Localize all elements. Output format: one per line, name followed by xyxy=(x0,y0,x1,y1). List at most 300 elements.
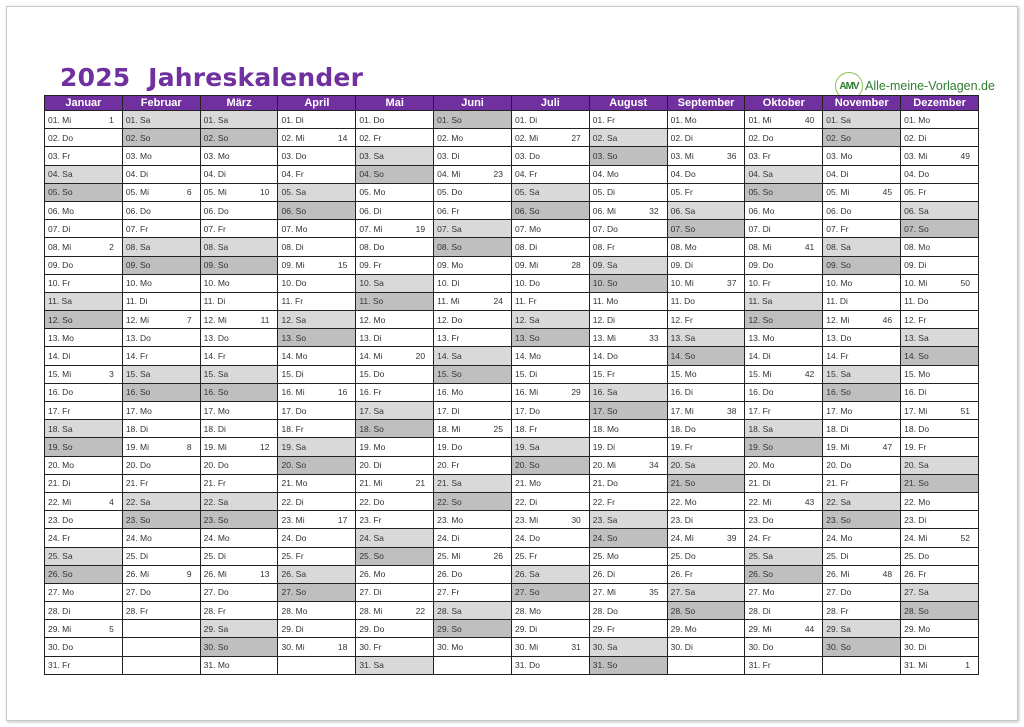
day-cell[interactable] xyxy=(45,347,123,365)
day-cell[interactable] xyxy=(434,529,512,547)
day-cell[interactable] xyxy=(667,256,745,274)
day-cell[interactable] xyxy=(511,183,589,201)
day-cell[interactable] xyxy=(434,602,512,620)
day-cell[interactable] xyxy=(901,565,979,583)
day-cell[interactable] xyxy=(200,220,278,238)
day-cell[interactable] xyxy=(278,292,356,310)
day-cell[interactable] xyxy=(823,402,901,420)
day-cell[interactable] xyxy=(122,602,200,620)
day-cell[interactable] xyxy=(823,147,901,165)
day-cell[interactable] xyxy=(511,511,589,529)
day-cell[interactable] xyxy=(45,220,123,238)
day-cell[interactable] xyxy=(122,292,200,310)
day-cell[interactable] xyxy=(901,638,979,656)
day-cell[interactable] xyxy=(589,365,667,383)
day-cell[interactable] xyxy=(45,583,123,601)
day-cell[interactable] xyxy=(511,220,589,238)
day-cell[interactable] xyxy=(45,111,123,129)
day-cell[interactable] xyxy=(589,474,667,492)
day-cell[interactable] xyxy=(434,129,512,147)
day-cell[interactable] xyxy=(901,547,979,565)
day-cell[interactable] xyxy=(434,165,512,183)
day-cell[interactable] xyxy=(45,402,123,420)
day-cell[interactable] xyxy=(823,311,901,329)
day-cell[interactable] xyxy=(589,547,667,565)
day-cell[interactable] xyxy=(589,329,667,347)
day-cell[interactable] xyxy=(745,420,823,438)
day-cell[interactable] xyxy=(667,383,745,401)
day-cell[interactable] xyxy=(45,274,123,292)
day-cell[interactable] xyxy=(356,129,434,147)
day-cell[interactable] xyxy=(901,201,979,219)
day-cell[interactable] xyxy=(356,474,434,492)
day-cell[interactable] xyxy=(278,311,356,329)
day-cell[interactable] xyxy=(589,602,667,620)
day-cell[interactable] xyxy=(278,165,356,183)
day-cell[interactable] xyxy=(434,420,512,438)
day-cell[interactable] xyxy=(823,420,901,438)
day-cell[interactable] xyxy=(667,347,745,365)
day-cell[interactable] xyxy=(200,602,278,620)
day-cell[interactable] xyxy=(823,183,901,201)
day-cell[interactable] xyxy=(356,602,434,620)
day-cell[interactable] xyxy=(122,583,200,601)
day-cell[interactable] xyxy=(45,474,123,492)
day-cell[interactable] xyxy=(823,474,901,492)
day-cell[interactable] xyxy=(511,602,589,620)
day-cell[interactable] xyxy=(278,238,356,256)
day-cell[interactable] xyxy=(45,620,123,638)
day-cell[interactable] xyxy=(434,274,512,292)
day-cell[interactable] xyxy=(200,620,278,638)
day-cell[interactable] xyxy=(823,129,901,147)
day-cell[interactable] xyxy=(356,292,434,310)
day-cell[interactable] xyxy=(122,165,200,183)
day-cell[interactable] xyxy=(278,565,356,583)
day-cell[interactable] xyxy=(356,311,434,329)
day-cell[interactable] xyxy=(200,329,278,347)
day-cell[interactable] xyxy=(356,147,434,165)
day-cell[interactable] xyxy=(434,383,512,401)
day-cell[interactable] xyxy=(200,547,278,565)
day-cell[interactable] xyxy=(200,129,278,147)
day-cell[interactable] xyxy=(511,474,589,492)
day-cell[interactable] xyxy=(511,547,589,565)
day-cell[interactable] xyxy=(589,111,667,129)
day-cell[interactable] xyxy=(745,565,823,583)
day-cell[interactable] xyxy=(667,183,745,201)
day-cell[interactable] xyxy=(200,183,278,201)
day-cell[interactable] xyxy=(200,111,278,129)
day-cell[interactable] xyxy=(278,220,356,238)
day-cell[interactable] xyxy=(745,311,823,329)
day-cell[interactable] xyxy=(356,456,434,474)
day-cell[interactable] xyxy=(667,511,745,529)
day-cell[interactable] xyxy=(511,383,589,401)
day-cell[interactable] xyxy=(356,529,434,547)
day-cell[interactable] xyxy=(45,492,123,510)
day-cell[interactable] xyxy=(122,492,200,510)
day-cell[interactable] xyxy=(200,565,278,583)
day-cell[interactable] xyxy=(278,256,356,274)
day-cell[interactable] xyxy=(589,347,667,365)
day-cell[interactable] xyxy=(122,201,200,219)
day-cell[interactable] xyxy=(901,511,979,529)
day-cell[interactable] xyxy=(511,620,589,638)
day-cell[interactable] xyxy=(901,292,979,310)
day-cell[interactable] xyxy=(200,238,278,256)
day-cell[interactable] xyxy=(511,129,589,147)
day-cell[interactable] xyxy=(356,583,434,601)
day-cell[interactable] xyxy=(823,547,901,565)
day-cell[interactable] xyxy=(745,347,823,365)
day-cell[interactable] xyxy=(511,256,589,274)
day-cell[interactable] xyxy=(356,438,434,456)
day-cell[interactable] xyxy=(745,274,823,292)
day-cell[interactable] xyxy=(200,383,278,401)
day-cell[interactable] xyxy=(434,147,512,165)
day-cell[interactable] xyxy=(356,420,434,438)
day-cell[interactable] xyxy=(745,201,823,219)
day-cell[interactable] xyxy=(589,238,667,256)
day-cell[interactable] xyxy=(511,420,589,438)
day-cell[interactable] xyxy=(278,201,356,219)
day-cell[interactable] xyxy=(434,620,512,638)
day-cell[interactable] xyxy=(278,147,356,165)
day-cell[interactable] xyxy=(667,329,745,347)
day-cell[interactable] xyxy=(278,547,356,565)
day-cell[interactable] xyxy=(901,656,979,674)
day-cell[interactable] xyxy=(434,492,512,510)
day-cell[interactable] xyxy=(901,220,979,238)
day-cell[interactable] xyxy=(434,456,512,474)
day-cell[interactable] xyxy=(745,511,823,529)
day-cell[interactable] xyxy=(667,438,745,456)
day-cell[interactable] xyxy=(200,492,278,510)
day-cell[interactable] xyxy=(667,365,745,383)
day-cell[interactable] xyxy=(434,547,512,565)
day-cell[interactable] xyxy=(823,292,901,310)
day-cell[interactable] xyxy=(589,492,667,510)
day-cell[interactable] xyxy=(823,238,901,256)
day-cell[interactable] xyxy=(589,456,667,474)
day-cell[interactable] xyxy=(45,147,123,165)
day-cell[interactable] xyxy=(667,292,745,310)
day-cell[interactable] xyxy=(823,383,901,401)
day-cell[interactable] xyxy=(745,220,823,238)
day-cell[interactable] xyxy=(434,201,512,219)
day-cell[interactable] xyxy=(667,238,745,256)
day-cell[interactable] xyxy=(901,602,979,620)
day-cell[interactable] xyxy=(356,565,434,583)
day-cell[interactable] xyxy=(511,656,589,674)
day-cell[interactable] xyxy=(122,238,200,256)
day-cell[interactable] xyxy=(589,420,667,438)
day-cell[interactable] xyxy=(589,183,667,201)
day-cell[interactable] xyxy=(356,220,434,238)
day-cell[interactable] xyxy=(589,529,667,547)
day-cell[interactable] xyxy=(901,438,979,456)
day-cell[interactable] xyxy=(122,456,200,474)
day-cell[interactable] xyxy=(901,383,979,401)
day-cell[interactable] xyxy=(823,365,901,383)
day-cell[interactable] xyxy=(823,565,901,583)
day-cell[interactable] xyxy=(200,365,278,383)
day-cell[interactable] xyxy=(122,529,200,547)
day-cell[interactable] xyxy=(667,165,745,183)
day-cell[interactable] xyxy=(45,529,123,547)
day-cell[interactable] xyxy=(901,365,979,383)
day-cell[interactable] xyxy=(823,602,901,620)
day-cell[interactable] xyxy=(356,402,434,420)
day-cell[interactable] xyxy=(745,147,823,165)
day-cell[interactable] xyxy=(901,474,979,492)
day-cell[interactable] xyxy=(434,220,512,238)
day-cell[interactable] xyxy=(901,529,979,547)
day-cell[interactable] xyxy=(745,492,823,510)
day-cell[interactable] xyxy=(122,129,200,147)
day-cell[interactable] xyxy=(122,256,200,274)
day-cell[interactable] xyxy=(901,311,979,329)
day-cell[interactable] xyxy=(511,238,589,256)
day-cell[interactable] xyxy=(434,111,512,129)
day-cell[interactable] xyxy=(45,329,123,347)
day-cell[interactable] xyxy=(278,402,356,420)
day-cell[interactable] xyxy=(511,292,589,310)
day-cell[interactable] xyxy=(745,165,823,183)
day-cell[interactable] xyxy=(589,511,667,529)
day-cell[interactable] xyxy=(434,565,512,583)
day-cell[interactable] xyxy=(200,274,278,292)
day-cell[interactable] xyxy=(434,311,512,329)
day-cell[interactable] xyxy=(200,201,278,219)
day-cell[interactable] xyxy=(45,638,123,656)
day-cell[interactable] xyxy=(745,129,823,147)
day-cell[interactable] xyxy=(823,492,901,510)
day-cell[interactable] xyxy=(745,638,823,656)
day-cell[interactable] xyxy=(200,292,278,310)
day-cell[interactable] xyxy=(434,402,512,420)
day-cell[interactable] xyxy=(745,656,823,674)
day-cell[interactable] xyxy=(745,620,823,638)
day-cell[interactable] xyxy=(589,656,667,674)
day-cell[interactable] xyxy=(122,365,200,383)
day-cell[interactable] xyxy=(667,547,745,565)
day-cell[interactable] xyxy=(278,111,356,129)
day-cell[interactable] xyxy=(278,329,356,347)
day-cell[interactable] xyxy=(45,438,123,456)
day-cell[interactable] xyxy=(823,201,901,219)
day-cell[interactable] xyxy=(200,165,278,183)
day-cell[interactable] xyxy=(200,311,278,329)
day-cell[interactable] xyxy=(200,438,278,456)
day-cell[interactable] xyxy=(45,129,123,147)
day-cell[interactable] xyxy=(511,165,589,183)
day-cell[interactable] xyxy=(667,111,745,129)
day-cell[interactable] xyxy=(823,111,901,129)
day-cell[interactable] xyxy=(122,220,200,238)
day-cell[interactable] xyxy=(511,492,589,510)
day-cell[interactable] xyxy=(589,620,667,638)
day-cell[interactable] xyxy=(434,183,512,201)
day-cell[interactable] xyxy=(667,602,745,620)
day-cell[interactable] xyxy=(45,420,123,438)
day-cell[interactable] xyxy=(278,365,356,383)
day-cell[interactable] xyxy=(511,365,589,383)
day-cell[interactable] xyxy=(589,129,667,147)
day-cell[interactable] xyxy=(667,474,745,492)
day-cell[interactable] xyxy=(589,438,667,456)
day-cell[interactable] xyxy=(278,638,356,656)
day-cell[interactable] xyxy=(589,383,667,401)
day-cell[interactable] xyxy=(745,383,823,401)
day-cell[interactable] xyxy=(45,292,123,310)
day-cell[interactable] xyxy=(122,438,200,456)
day-cell[interactable] xyxy=(356,111,434,129)
day-cell[interactable] xyxy=(589,402,667,420)
day-cell[interactable] xyxy=(511,402,589,420)
day-cell[interactable] xyxy=(823,347,901,365)
day-cell[interactable] xyxy=(122,347,200,365)
day-cell[interactable] xyxy=(278,474,356,492)
day-cell[interactable] xyxy=(122,402,200,420)
day-cell[interactable] xyxy=(901,620,979,638)
day-cell[interactable] xyxy=(511,329,589,347)
day-cell[interactable] xyxy=(122,547,200,565)
day-cell[interactable] xyxy=(434,638,512,656)
day-cell[interactable] xyxy=(45,311,123,329)
day-cell[interactable] xyxy=(356,201,434,219)
day-cell[interactable] xyxy=(45,656,123,674)
day-cell[interactable] xyxy=(511,274,589,292)
day-cell[interactable] xyxy=(667,201,745,219)
day-cell[interactable] xyxy=(745,602,823,620)
day-cell[interactable] xyxy=(200,529,278,547)
day-cell[interactable] xyxy=(200,638,278,656)
day-cell[interactable] xyxy=(823,583,901,601)
day-cell[interactable] xyxy=(901,583,979,601)
day-cell[interactable] xyxy=(901,147,979,165)
day-cell[interactable] xyxy=(356,511,434,529)
day-cell[interactable] xyxy=(511,456,589,474)
day-cell[interactable] xyxy=(356,183,434,201)
day-cell[interactable] xyxy=(511,638,589,656)
day-cell[interactable] xyxy=(589,274,667,292)
day-cell[interactable] xyxy=(278,583,356,601)
day-cell[interactable] xyxy=(45,238,123,256)
day-cell[interactable] xyxy=(200,583,278,601)
day-cell[interactable] xyxy=(278,492,356,510)
day-cell[interactable] xyxy=(45,183,123,201)
day-cell[interactable] xyxy=(122,111,200,129)
day-cell[interactable] xyxy=(667,147,745,165)
day-cell[interactable] xyxy=(901,129,979,147)
day-cell[interactable] xyxy=(200,147,278,165)
day-cell[interactable] xyxy=(278,529,356,547)
day-cell[interactable] xyxy=(667,220,745,238)
day-cell[interactable] xyxy=(356,365,434,383)
day-cell[interactable] xyxy=(434,438,512,456)
day-cell[interactable] xyxy=(45,201,123,219)
day-cell[interactable] xyxy=(901,165,979,183)
day-cell[interactable] xyxy=(745,183,823,201)
day-cell[interactable] xyxy=(589,292,667,310)
day-cell[interactable] xyxy=(823,456,901,474)
day-cell[interactable] xyxy=(434,292,512,310)
day-cell[interactable] xyxy=(823,274,901,292)
day-cell[interactable] xyxy=(278,383,356,401)
day-cell[interactable] xyxy=(45,383,123,401)
day-cell[interactable] xyxy=(589,638,667,656)
day-cell[interactable] xyxy=(901,274,979,292)
day-cell[interactable] xyxy=(45,547,123,565)
day-cell[interactable] xyxy=(434,329,512,347)
day-cell[interactable] xyxy=(823,220,901,238)
day-cell[interactable] xyxy=(356,329,434,347)
day-cell[interactable] xyxy=(589,165,667,183)
day-cell[interactable] xyxy=(278,274,356,292)
day-cell[interactable] xyxy=(356,656,434,674)
day-cell[interactable] xyxy=(823,165,901,183)
day-cell[interactable] xyxy=(122,147,200,165)
day-cell[interactable] xyxy=(122,311,200,329)
day-cell[interactable] xyxy=(278,511,356,529)
day-cell[interactable] xyxy=(122,183,200,201)
day-cell[interactable] xyxy=(667,274,745,292)
day-cell[interactable] xyxy=(667,638,745,656)
day-cell[interactable] xyxy=(278,183,356,201)
day-cell[interactable] xyxy=(901,456,979,474)
day-cell[interactable] xyxy=(589,201,667,219)
day-cell[interactable] xyxy=(356,383,434,401)
day-cell[interactable] xyxy=(745,583,823,601)
day-cell[interactable] xyxy=(511,583,589,601)
day-cell[interactable] xyxy=(356,547,434,565)
day-cell[interactable] xyxy=(589,583,667,601)
day-cell[interactable] xyxy=(45,365,123,383)
day-cell[interactable] xyxy=(745,438,823,456)
day-cell[interactable] xyxy=(200,474,278,492)
day-cell[interactable] xyxy=(511,311,589,329)
day-cell[interactable] xyxy=(278,420,356,438)
day-cell[interactable] xyxy=(745,456,823,474)
day-cell[interactable] xyxy=(356,638,434,656)
day-cell[interactable] xyxy=(901,256,979,274)
day-cell[interactable] xyxy=(511,347,589,365)
day-cell[interactable] xyxy=(745,329,823,347)
day-cell[interactable] xyxy=(901,329,979,347)
day-cell[interactable] xyxy=(823,438,901,456)
day-cell[interactable] xyxy=(278,129,356,147)
day-cell[interactable] xyxy=(511,111,589,129)
day-cell[interactable] xyxy=(667,456,745,474)
day-cell[interactable] xyxy=(356,256,434,274)
day-cell[interactable] xyxy=(278,620,356,638)
day-cell[interactable] xyxy=(511,529,589,547)
day-cell[interactable] xyxy=(667,620,745,638)
day-cell[interactable] xyxy=(901,492,979,510)
day-cell[interactable] xyxy=(356,165,434,183)
day-cell[interactable] xyxy=(901,183,979,201)
day-cell[interactable] xyxy=(278,602,356,620)
day-cell[interactable] xyxy=(356,274,434,292)
day-cell[interactable] xyxy=(434,256,512,274)
day-cell[interactable] xyxy=(901,420,979,438)
day-cell[interactable] xyxy=(434,365,512,383)
day-cell[interactable] xyxy=(901,402,979,420)
day-cell[interactable] xyxy=(745,547,823,565)
day-cell[interactable] xyxy=(434,238,512,256)
